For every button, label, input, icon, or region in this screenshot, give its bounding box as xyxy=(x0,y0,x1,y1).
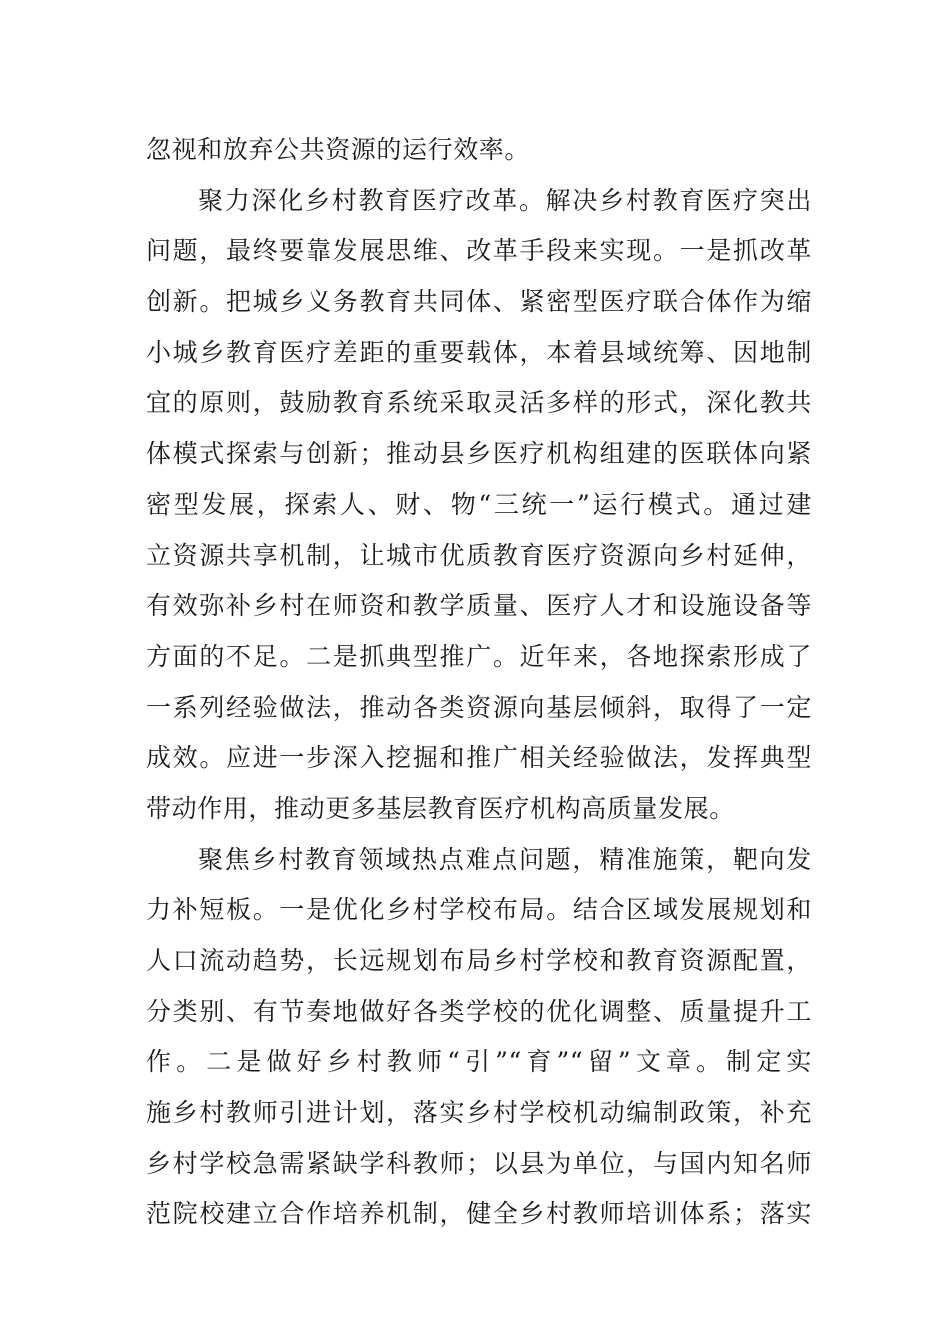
text-line: 成效。应进一步深入挖掘和推广相关经验做法，发挥典型 xyxy=(146,743,812,773)
text-line: 一系列经验做法，推动各类资源向基层倾斜，取得了一定 xyxy=(146,692,812,722)
text-line: 人口流动趋势，长远规划布局乡村学校和教育资源配置， xyxy=(146,946,812,975)
text-line: 带动作用，推动更多基层教育医疗机构高质量发展。 xyxy=(146,793,735,823)
text-line: 方面的不足。二是抓典型推广。近年来，各地探索形成了 xyxy=(146,641,812,671)
text-line: 力补短板。一是优化乡村学校布局。结合区域发展规划和 xyxy=(146,895,812,925)
text-line: 宜的原则，鼓励教育系统采取灵活多样的形式，深化教共 xyxy=(146,388,812,418)
text-line: 问题，最终要靠发展思维、改革手段来实现。一是抓改革 xyxy=(146,236,812,266)
text-line: 分类别、有节奏地做好各类学校的优化调整、质量提升工 xyxy=(146,996,812,1026)
text-line: 乡村学校急需紧缺学科教师；以县为单位，与国内知名师 xyxy=(146,1148,812,1178)
text-line: 有效弥补乡村在师资和教学质量、医疗人才和设施设备等 xyxy=(146,591,812,621)
text-line: 立资源共享机制，让城市优质教育医疗资源向乡村延伸， xyxy=(146,540,812,570)
text-line: 忽视和放弃公共资源的运行效率。 xyxy=(146,135,531,164)
paragraph-first-line: 聚焦乡村教育领域热点难点问题，精准施策，靶向发 xyxy=(198,844,812,874)
text-line: 作。二是做好乡村教师“引”“育”“留”文章。制定实 xyxy=(146,1047,812,1077)
text-line: 小城乡教育医疗差距的重要载体，本着县域统筹、因地制 xyxy=(146,337,812,367)
text-line: 范院校建立合作培养机制，健全乡村教师培训体系；落实 xyxy=(146,1199,812,1229)
text-line: 密型发展，探索人、财、物“三统一”运行模式。通过建 xyxy=(146,489,812,519)
text-line: 体模式探索与创新；推动县乡医疗机构组建的医联体向紧 xyxy=(146,439,812,469)
text-line: 创新。把城乡义务教育共同体、紧密型医疗联合体作为缩 xyxy=(146,287,812,317)
paragraph-first-line: 聚力深化乡村教育医疗改革。解决乡村教育医疗突出 xyxy=(198,185,812,215)
body-text xyxy=(146,125,812,1240)
text-line: 施乡村教师引进计划，落实乡村学校机动编制政策，补充 xyxy=(146,1098,812,1128)
